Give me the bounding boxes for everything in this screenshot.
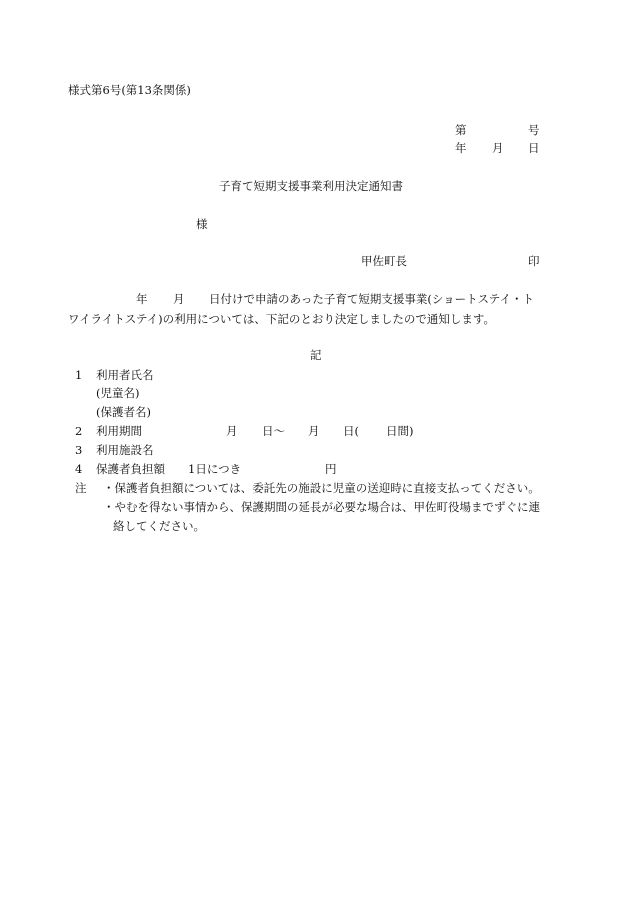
date-day: 日 xyxy=(528,141,540,155)
seal-mark: 印 xyxy=(528,254,540,268)
item-4-per-day: 1日につき xyxy=(188,462,242,476)
item-2-label: 利用期間 xyxy=(96,424,142,438)
body-date-year: 年 xyxy=(136,292,148,306)
form-label: 様式第6号(第13条関係) xyxy=(68,83,191,97)
ki-heading: 記 xyxy=(310,348,322,362)
item-2-start-day: 日〜 xyxy=(262,424,285,438)
item-1-child-name: (児童名) xyxy=(96,386,140,400)
item-1-label: 利用者氏名 xyxy=(96,368,154,382)
note-2-line-2: 絡してください。 xyxy=(113,519,205,533)
date-year: 年 xyxy=(455,141,467,155)
doc-number-dai: 第 xyxy=(455,123,467,137)
item-2-end-month: 月 xyxy=(308,424,320,438)
addressee-suffix: 様 xyxy=(196,217,208,231)
note-1: ・保護者負担額については、委託先の施設に児童の送迎時に直接支払ってください。 xyxy=(103,481,540,495)
item-3-number: 3 xyxy=(75,443,83,457)
item-2-days: 日間) xyxy=(386,424,414,438)
body-date-month: 月 xyxy=(173,292,185,306)
note-2-line-1: ・やむを得ない事情から、保護期間の延長が必要な場合は、甲佐町役場までずぐに連 xyxy=(103,500,540,514)
item-2-start-month: 月 xyxy=(226,424,238,438)
item-1-number: 1 xyxy=(75,368,83,382)
doc-number-gou: 号 xyxy=(528,123,540,137)
item-4-yen: 円 xyxy=(325,462,337,476)
body-line-1: 日付けで申請のあった子育て短期支援事業(ショートステイ・ト xyxy=(209,292,534,306)
document-title: 子育て短期支援事業利用決定通知書 xyxy=(219,179,403,193)
item-2-number: 2 xyxy=(75,424,83,438)
body-line-2: ワイライトステイ)の利用については、下記のとおり決定しましたので通知します。 xyxy=(68,312,495,326)
issuer-name: 甲佐町長 xyxy=(361,254,407,268)
item-1-guardian-name: (保護者名) xyxy=(96,405,151,419)
notes-label: 注 xyxy=(75,481,87,495)
item-4-number: 4 xyxy=(75,462,83,476)
date-month: 月 xyxy=(492,141,504,155)
item-3-label: 利用施設名 xyxy=(96,443,154,457)
item-4-label: 保護者負担額 xyxy=(96,462,165,476)
item-2-end-day: 日( xyxy=(343,424,359,438)
